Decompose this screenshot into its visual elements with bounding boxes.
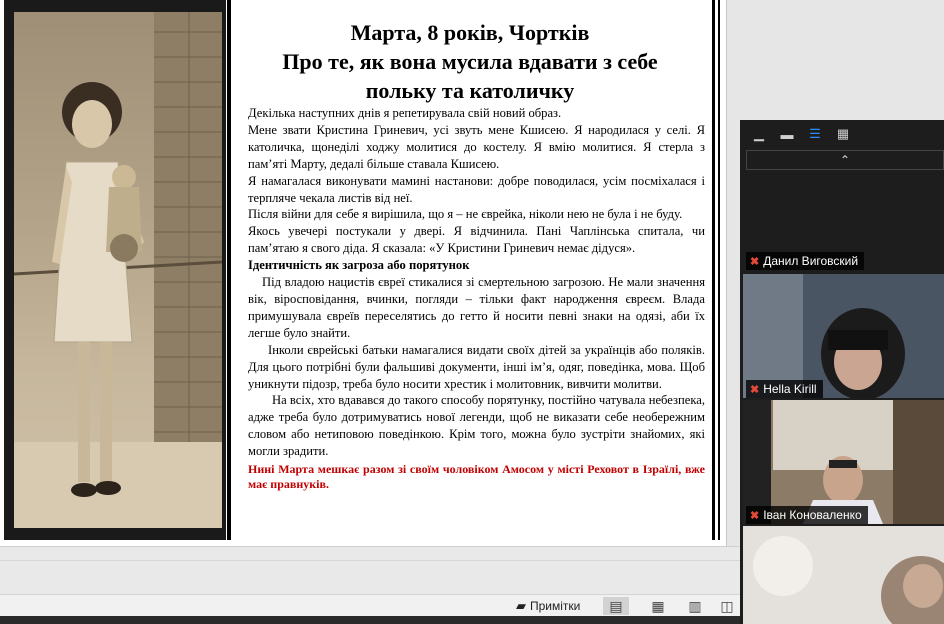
video-toolbar xyxy=(740,120,944,148)
paragraph: На всіх, хто вдавався до такого способу порятунку, постійно чатувала небезпека, адже треба було дотримуватись нової легенди, щоб не виказати себе необережним словом або нетиповою поведінкою. Крім того, можна було зустріти знайомих, які могли зрадити. xyxy=(248,393,705,459)
participant-tile-2[interactable] xyxy=(743,274,944,398)
participant-name-tag xyxy=(746,506,868,524)
slide-scroll-area[interactable] xyxy=(0,546,740,594)
notes-button[interactable] xyxy=(512,597,584,615)
paragraph: Інколи єврейські батьки намагалися видати своїх дітей за українців або поляків. Для цього потрібні були фальшиві документи, інші ім’я, одяг, поведінка, мова. Щоб уникнути підозр, треба було носити хрестик і молитовник, вивчити молитви. xyxy=(248,342,705,391)
chevron-up-icon: ⌃ xyxy=(839,153,851,167)
footer-note: Нині Марта мешкає разом зі своїм чоловіком Амосом у місті Реховот в Ізраїлі, вже має правнуків. xyxy=(248,462,705,492)
slide-divider-left xyxy=(227,0,231,540)
participant-name-tag xyxy=(746,252,864,270)
title-line-2: Про те, як вона мусила вдавати з себе xyxy=(282,49,658,74)
slide-divider-right-2 xyxy=(718,0,720,540)
video-panel xyxy=(740,120,944,624)
mic-muted-icon: ✖ xyxy=(750,509,760,522)
slide-divider-right-1 xyxy=(712,0,715,540)
slide-sorter-icon[interactable]: ▦ xyxy=(651,597,665,614)
participant-name: Іван Коноваленко xyxy=(763,508,862,522)
collapse-button[interactable] xyxy=(746,150,944,170)
mic-muted-icon: ✖ xyxy=(750,383,760,396)
paragraph: Під владою нацистів євреї стикалися зі смертельною загрозою. Не мали значення вік, віросповідання, вчинки, погляди – тільки факт народження євреєм. Влада примушувала євреїв переселятись до гетто й носити певні знаки на одязі, аби їх легше було знайти. xyxy=(248,275,705,340)
paragraph: Після війни для себе я вирішила, що я – не єврейка, ніколи нею не була і не буду. xyxy=(248,207,683,222)
background xyxy=(727,0,944,120)
paragraph: Я намагалася виконувати мамині настанови: добре поводилася, усім посміхалася і терпляче чекала листів від неї. xyxy=(248,173,705,205)
participant-name-tag xyxy=(746,380,823,398)
section-heading: Ідентичність як загроза або порятунок xyxy=(248,258,470,273)
title-line-1: Марта, 8 років, Чортків xyxy=(350,20,590,45)
photo-illustration xyxy=(14,12,222,528)
thumbnail-view-icon[interactable]: ▬ xyxy=(780,126,794,142)
photo-girl xyxy=(14,12,222,528)
comment-icon: ▰ xyxy=(516,598,526,613)
status-bar xyxy=(0,594,740,616)
paragraph: Декілька наступних днів я репетирувала свій новий образ. xyxy=(248,106,562,120)
gallery-view-icon[interactable]: ▦ xyxy=(836,126,850,141)
mic-muted-icon: ✖ xyxy=(750,255,760,268)
participant-name: Данил Виговский xyxy=(763,254,859,268)
taskbar-edge xyxy=(0,616,740,624)
divider xyxy=(0,560,740,561)
paragraph: Якось увечері постукали у двері. Я відчинила. Пані Чаплінська спитала, чи пам’ятаю я свого діда. Я сказала: «У Кристини Гриневич немає дідуся». xyxy=(248,224,705,256)
participant-video xyxy=(743,526,944,624)
participant-tile-1[interactable] xyxy=(743,182,944,272)
paragraph: Мене звати Кристина Гриневич, усі звуть мене Кшисею. Я народилася у селі. Я католичка, щонеділі ходжу молитися до костелу. Я вмію молитися. Я стерла з пам’яті Марту, дедалі більше ставала Кшисею. xyxy=(248,122,705,171)
minimize-icon[interactable]: ▁ xyxy=(754,126,764,141)
slide-body-text xyxy=(248,105,705,492)
participant-tile-4[interactable] xyxy=(743,526,944,624)
speaker-view-icon[interactable]: ☰ xyxy=(809,126,821,141)
slideshow-icon[interactable]: ◫ xyxy=(720,597,734,614)
notes-label: Примітки xyxy=(530,599,581,613)
normal-view-icon[interactable]: ▤ xyxy=(603,597,629,615)
participant-tile-3[interactable] xyxy=(743,400,944,524)
title-line-3: польку та католичку xyxy=(365,78,575,103)
participant-name: Hella Kirill xyxy=(763,382,817,396)
reading-view-icon[interactable]: ▥ xyxy=(688,597,702,614)
photo-frame xyxy=(4,0,226,540)
